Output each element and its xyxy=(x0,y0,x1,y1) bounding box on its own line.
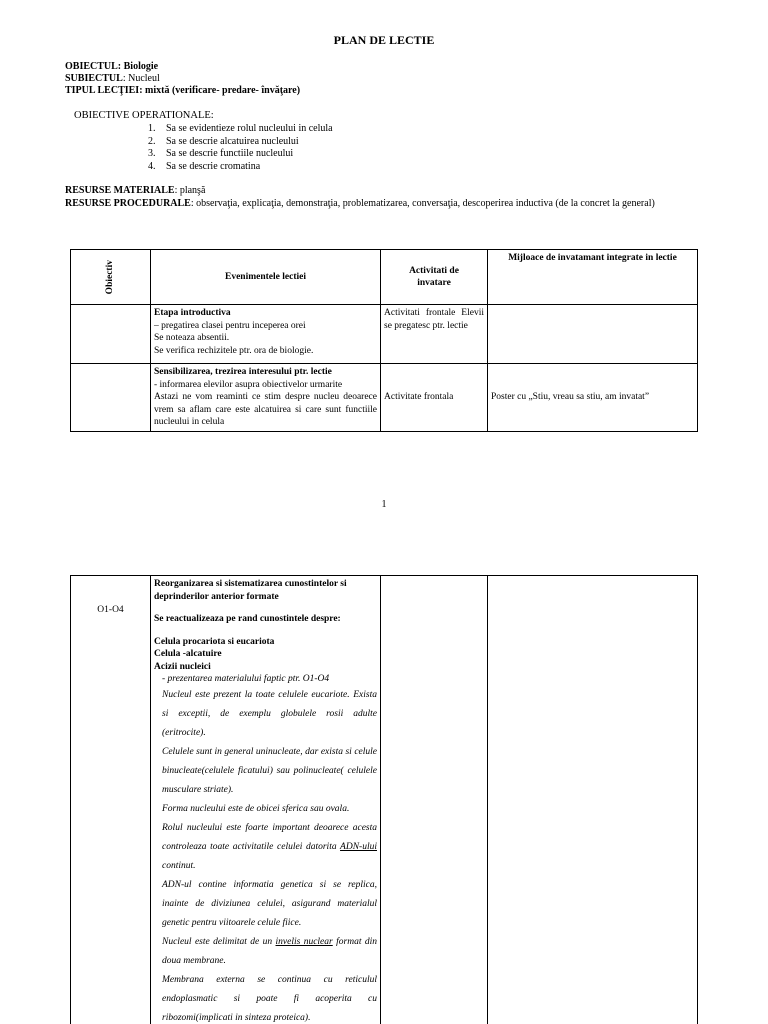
cell-activitati-empty xyxy=(381,576,488,1024)
content-paragraphs: Nucleul este prezent la toate celulele eucariote. Exista si exceptii, de exemplu globulele rosii adulte (eritrocite). Celulele sunt in general uninucleate, dar exista si celule binucleate(celulele ficatului) sau polinucleate( celulele musculare striate). Forma nucleului este de obicei sferica sau ovala. Rolul nucleului este foarte important deoarece acesta controleaza toate activitatile celulei datorita ADN-ului continut. ADN-ul contine informatia genetica si se replica, inainte de diviziunea celulei, asigurand materialul genetic pentru viitoarele celule fiice. Nucleul este delimitat de un invelis nuclear format din doua membrane. Membrana externa se continua cu reticulul endoplasmatic si poate fi acoperita cu ribozomi(implicati in sinteza proteica). xyxy=(162,689,377,1023)
document-title: PLAN DE LECTIE xyxy=(333,33,435,47)
cell-evenimente: Sensibilizarea, trezirea interesului ptr. lectie - informarea elevilor asupra obiectivelor urmarite Astazi ne vom reaminti ce stim despre nucleu deoarece vrem sa aflam care este alcatuirea si care sunt functiile nucleului in celula xyxy=(151,364,381,432)
cell-activitati: Activitate frontala xyxy=(381,364,488,432)
objective-item: 2. Sa se descrie alcatuirea nucleului xyxy=(148,135,299,147)
objective-item: 3. Sa se descrie functiile nucleului xyxy=(148,148,294,159)
header-obiectiv: Obiectiv xyxy=(71,250,151,305)
page-2 xyxy=(0,560,768,1024)
cell-activitati: Activitati frontale Elevii se pregatesc ptr. lectie xyxy=(381,305,488,364)
table-row xyxy=(71,364,698,432)
table-row xyxy=(71,576,698,1024)
header-mijloace: Mijloace de invatamant integrate in lectie xyxy=(488,250,698,305)
page-number: 1 xyxy=(381,499,387,510)
cell-obiectiv xyxy=(71,576,151,1024)
objective-item: 1. Sa se evidentieze rolul nucleului in celula xyxy=(148,123,333,134)
meta-subiectul: SUBIECTUL: Nucleul xyxy=(65,73,160,84)
lesson-meta xyxy=(65,61,300,97)
cell-mijloace-empty xyxy=(488,305,698,364)
meta-tipul: TIPUL LECŢIEI: mixtă (verificare- predare- învăţare) xyxy=(65,85,301,96)
lesson-table-1 xyxy=(70,249,698,432)
resources xyxy=(65,185,705,210)
objective-range: O1-O4 xyxy=(97,605,124,615)
table-header-row xyxy=(71,250,698,305)
cell-mijloace: Poster cu „Stiu, vreau sa stiu, am invatat” xyxy=(488,364,698,432)
cell-evenimente: Reorganizarea si sistematizarea cunostintelor si deprinderilor anterior formate Se reactualizeaza pe rand cunostintele despre: Celula procariota si eucariota Celula -alcatuire Acizii nucleici - prezentarea materialului faptic ptr. O1-O4 Nucleul este prezent la toate celulele eucariote. Exista si exceptii, de exemplu globulele rosii adulte (eritrocite). Celulele sunt in general uninucleate, dar exista si celule binucleate(celulele ficatului) sau polinucleate( celulele musculare striate). Forma nucleului este de obicei sferica sau ovala. Rolul nucleului este foarte important deoarece acesta controleaza toate activitatile celulei datorita ADN-ului continut. ADN-ul contine informatia genetica si se replica, inainte de diviziunea celulei, asigurand materialul genetic pentru viitoarele celule fiice. Nucleul este delimitat de un invelis nuclear format din doua membrane. Membrana externa se continua cu reticulul endoplasmatic si poate fi acoperita cu ribozomi(implicati in sinteza proteica). xyxy=(151,576,381,1024)
objectives-list xyxy=(148,123,333,173)
cell-mijloace-empty xyxy=(488,576,698,1024)
cell-obiectiv-empty xyxy=(71,305,151,364)
resurse-materiale: RESURSE MATERIALE: planşă xyxy=(65,185,206,196)
cell-evenimente: Etapa introductiva – pregatirea clasei pentru inceperea orei Se noteaza absentii. Se verifica rechizitele ptr. ora de biologie. xyxy=(151,305,381,364)
header-evenimente: Evenimentele lectiei xyxy=(151,250,381,305)
header-activitati: Activitati de invatare xyxy=(381,250,488,305)
lesson-table-2 xyxy=(70,575,698,1024)
table-row xyxy=(71,305,698,364)
objectives-heading: OBIECTIVE OPERATIONALE: xyxy=(74,110,214,121)
meta-obiectul: OBIECTUL: Biologie xyxy=(65,61,159,72)
resurse-procedurale: RESURSE PROCEDURALE: observaţia, explicaţia, demonstraţia, problematizarea, conversaţia, descoperirea inductiva (de la concret la general) xyxy=(65,197,655,209)
cell-obiectiv-empty xyxy=(71,364,151,432)
objective-item: 4. Sa se descrie cromatina xyxy=(148,160,261,172)
